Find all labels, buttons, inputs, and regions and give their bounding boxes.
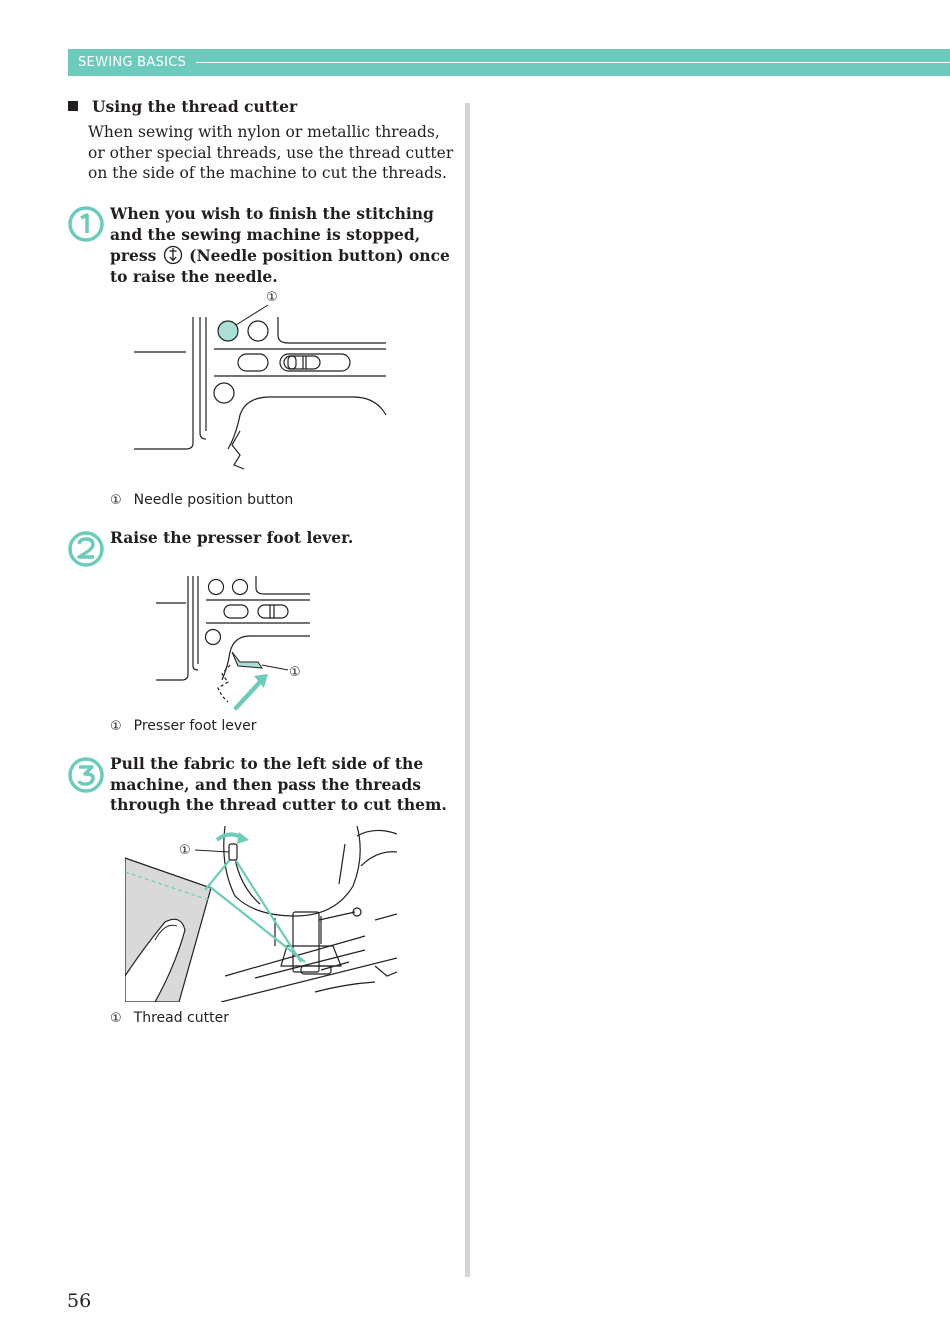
step-3-number-icon [68, 757, 104, 793]
section-heading [68, 97, 297, 116]
step-2-text: Raise the presser foot lever. [110, 528, 354, 547]
header-band [68, 49, 950, 76]
step-1-caption [110, 492, 293, 508]
bullet-square-icon [68, 101, 78, 111]
intro-paragraph: When sewing with nylon or metallic threads, or other special threads, use the thread cutter on the side of the machine to cut the threads. [88, 123, 454, 182]
step-2-caption-number: ① [110, 719, 122, 734]
step-1-caption-number: ① [110, 493, 122, 508]
step-1-caption-text: Needle position button [133, 492, 294, 508]
page-number: 56 [67, 1290, 92, 1312]
step-1-text-before: When you wish to finish the stitching and the sewing machine is stopped, press [110, 204, 434, 265]
step-3-caption [110, 1010, 229, 1026]
figure-2-callout: ① [289, 665, 301, 680]
section-heading-text: Using the thread cutter [92, 97, 298, 116]
figure-3-callout: ① [179, 843, 191, 858]
thread-cutter-figure [125, 826, 397, 1002]
header-title: SEWING BASICS [78, 55, 187, 70]
step-3-caption-number: ① [110, 1011, 122, 1026]
needle-position-figure [128, 285, 393, 485]
figure-1-callout: ① [266, 290, 278, 305]
column-divider [465, 103, 470, 1277]
needle-position-icon [162, 245, 184, 265]
step-2-caption [110, 718, 256, 734]
step-3-caption-text: Thread cutter [133, 1010, 229, 1026]
step-1-text-after: (Needle position button) once to raise the needle. [110, 246, 450, 286]
step-3-text: Pull the fabric to the left side of the machine, and then pass the threads through the thread cutter to cut them. [110, 754, 447, 814]
step-1-number-icon [68, 206, 104, 242]
step-2-caption-text: Presser foot lever [133, 718, 257, 734]
step-2-number-icon [68, 531, 104, 567]
presser-foot-lever-figure [150, 570, 310, 715]
step-1-text [110, 204, 455, 287]
header-rule [196, 62, 950, 63]
